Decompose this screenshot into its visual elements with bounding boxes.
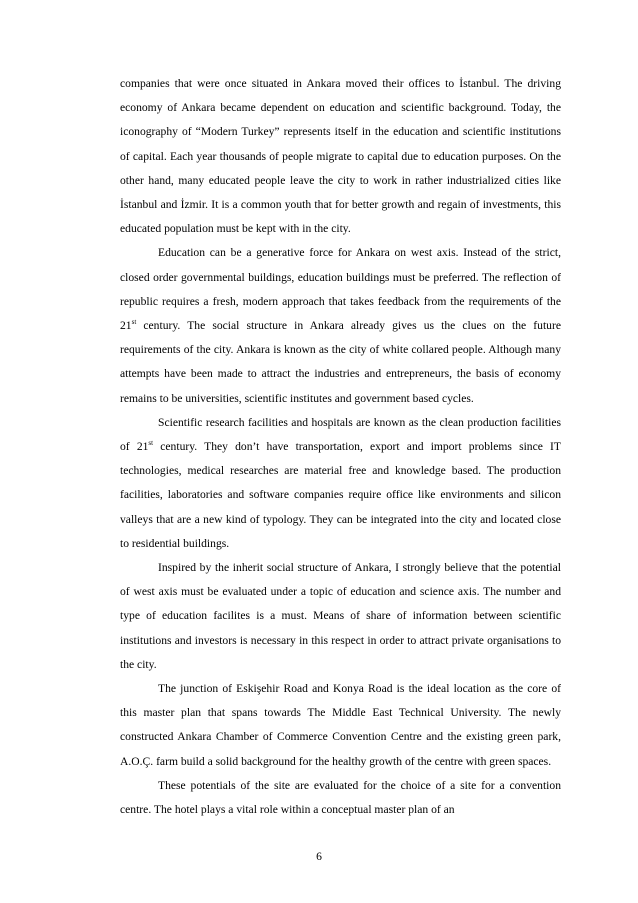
page-number: 6 <box>316 850 322 863</box>
paragraph-3 <box>120 411 561 556</box>
superscript-st: st <box>148 439 154 448</box>
paragraph-3-part-b: century. They don’t have transportation, export and import problems since IT technologies, medical researches are material free and knowledge based. The production facilities, laboratories and software companies require office like environments and silicon valleys that are a new kind of typology. They can be integrated into the city and located close to residential buildings. <box>120 440 562 550</box>
paragraph-2 <box>120 241 561 410</box>
paragraph-6: These potentials of the site are evaluated for the choice of a site for a convention centre. The hotel plays a vital role within a conceptual master plan of an <box>120 778 561 817</box>
body-text <box>120 72 561 822</box>
paragraph-5: The junction of Eskişehir Road and Konya Road is the ideal location as the core of this master plan that spans towards The Middle East Technical University. The newly constructed Ankara Chamber of Commerce Convention Centre and the existing green park, A.O.Ç. farm build a solid background for the healthy growth of the centre with green spaces. <box>120 682 561 768</box>
paragraph-2-part-b: century. The social structure in Ankara already gives us the clues on the future requirements of the city. Ankara is known as the city of white collared people. Although many attempts have been made to attract the industries and entrepreneurs, the basis of economy remains to be universities, scientific institutes and government based cycles. <box>120 319 561 405</box>
superscript-st: st <box>131 318 137 327</box>
paragraph-1: companies that were once situated in Ankara moved their offices to İstanbul. The driving economy of Ankara became dependent on education and scientific background. Today, the iconography of “Modern Turkey” represents itself in the education and scientific institutions of capital. Each year thousands of people migrate to capital due to education purposes. On the other hand, many educated people leave the city to work in rather industrialized cities like İstanbul and İzmir. It is a common youth that for better growth and regain of investments, this educated population must be kept with in the city. <box>120 77 561 236</box>
paragraph-2-part-a: Education can be a generative force for Ankara on west axis. Instead of the strict, closed order governmental buildings, education buildings must be preferred. The reflection of republic requires a fresh, modern approach that takes feedback from the requirements of the 21 <box>120 246 561 333</box>
paragraph-3-part-a: Scientific research facilities and hospitals are known as the clean production facilities of 21 <box>120 415 561 454</box>
paragraph-4: Inspired by the inherit social structure of Ankara, I strongly believe that the potential of west axis must be evaluated under a topic of education and science axis. The number and type of education facilites is a must. Means of share of information between scientific institutions and investors is necessary in this respect in order to attract private organisations to the city. <box>120 561 561 671</box>
